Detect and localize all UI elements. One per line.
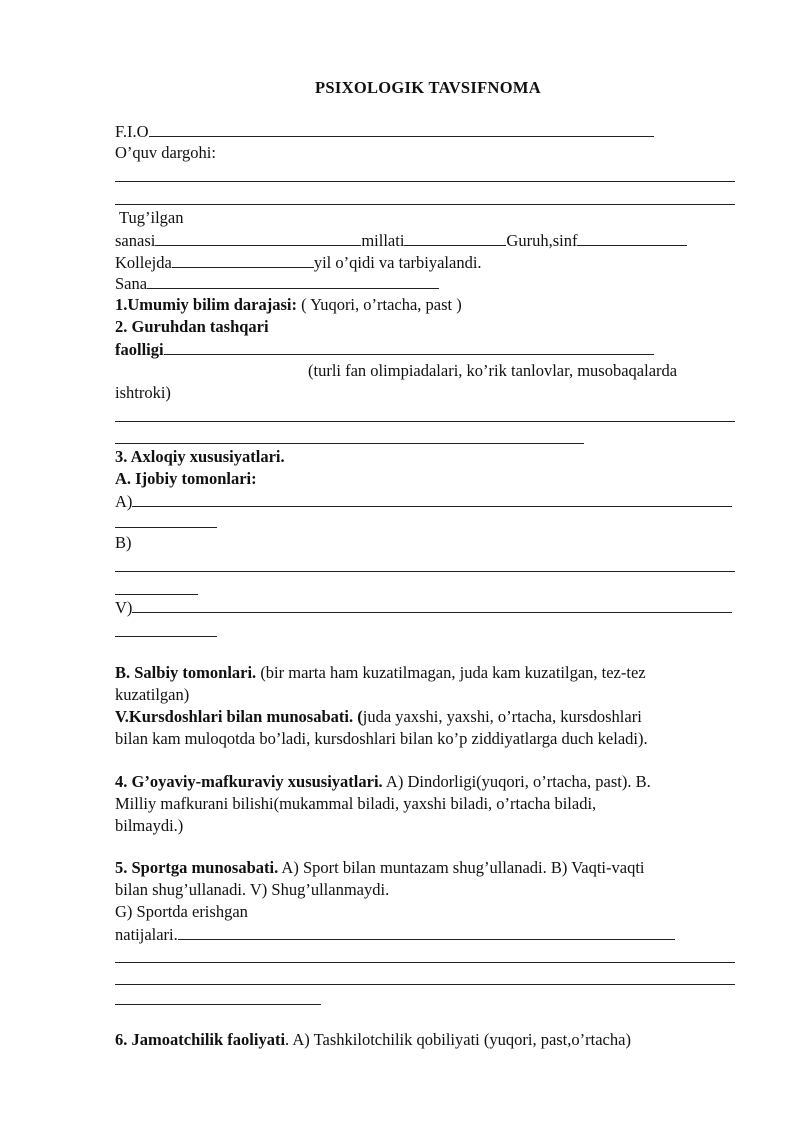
kollejda-label: Kollejda xyxy=(115,253,172,272)
section-4-line xyxy=(115,771,651,793)
salbiy-text: (bir marta ham kuzatilmagan, juda kam kuzatilgan, tez-tez xyxy=(256,663,646,682)
natijalari-label: natijalari. xyxy=(115,925,178,944)
item-a-line xyxy=(115,490,732,513)
section-1-label: 1.Umumiy bilim darajasi: xyxy=(115,295,297,314)
kursdoshlari-line xyxy=(115,706,642,728)
item-v-field[interactable] xyxy=(132,596,732,613)
section-5-g: G) Sportda erishgan xyxy=(115,902,248,921)
section-1-options: ( Yuqori, o’rtacha, past ) xyxy=(296,295,462,314)
salbiy-line xyxy=(115,662,646,684)
item-b-field[interactable] xyxy=(115,571,735,572)
section-6-line xyxy=(115,1029,631,1051)
item-b-label: B) xyxy=(115,533,132,552)
item-a-field[interactable] xyxy=(132,490,732,507)
item-v-field-cont[interactable] xyxy=(115,636,217,637)
section-5-line xyxy=(115,857,645,879)
fio-field[interactable] xyxy=(149,120,654,137)
item-v-label: V) xyxy=(115,598,133,617)
tugilgan-label: Tug’ilgan xyxy=(119,208,184,227)
birth-date-field[interactable] xyxy=(155,229,361,246)
natijalari-field-4[interactable] xyxy=(115,1004,321,1005)
natijalari-line xyxy=(115,923,675,946)
oquv-dargohi-label: O’quv dargohi: xyxy=(115,143,216,162)
millati-label: millati xyxy=(361,231,405,250)
oquv-dargohi-field-2[interactable] xyxy=(115,204,735,205)
sana-line xyxy=(115,272,439,295)
sana-label: Sana xyxy=(115,274,148,293)
section-4-label: 4. G’oyaviy-mafkuraviy xususiyatlari. xyxy=(115,772,383,791)
section-2-field-2[interactable] xyxy=(115,443,584,444)
salbiy-text-cont: kuzatilgan) xyxy=(115,685,190,704)
section-6-text: . A) Tashkilotchilik qobiliyati (yuqori, past,o’rtacha) xyxy=(285,1030,631,1049)
item-v-line xyxy=(115,596,732,619)
kursdoshlari-text-cont: bilan kam muloqotda bo’ladi, kursdoshlari bilan ko’p ziddiyatlarga duch keladi). xyxy=(115,729,648,748)
natijalari-field-2[interactable] xyxy=(115,962,735,963)
kursdoshlari-text: juda yaxshi, yaxshi, o’rtacha, kursdoshlari xyxy=(362,707,642,726)
section-2-line xyxy=(115,338,654,361)
section-4-text-2: Milliy mafkurani bilishi(mukammal biladi, yaxshi biladi, o’rtacha biladi, xyxy=(115,794,597,813)
faolligi-field[interactable] xyxy=(164,338,654,355)
item-b-field-cont[interactable] xyxy=(115,594,198,595)
section-4-text-3: bilmaydi.) xyxy=(115,816,184,835)
document-title: PSIXOLOGIK TAVSIFNOMA xyxy=(315,78,541,97)
section-5-text: A) Sport bilan muntazam shug’ullanadi. B) Vaqti-vaqti xyxy=(278,858,645,877)
section-2-note: (turli fan olimpiadalari, ko’rik tanlovlar, musobaqalarda xyxy=(308,361,678,380)
kursdoshlari-label: V.Kursdoshlari bilan munosabati. ( xyxy=(115,707,363,726)
item-a-label: A) xyxy=(115,492,133,511)
item-a-field-cont[interactable] xyxy=(115,527,217,528)
section-2-label-a: 2. Guruhdan tashqari xyxy=(115,317,269,336)
natijalari-field[interactable] xyxy=(178,923,675,940)
fio-label: F.I.O xyxy=(115,122,149,141)
guruh-label: Guruh,sinf xyxy=(506,231,578,250)
fio-line xyxy=(115,120,654,143)
section-3a-label: A. Ijobiy tomonlari: xyxy=(115,469,257,488)
salbiy-label: B. Salbiy tomonlari. xyxy=(115,663,257,682)
section-6-label: 6. Jamoatchilik faoliyati xyxy=(115,1030,286,1049)
sana-field[interactable] xyxy=(147,272,439,289)
section-4-text: A) Dindorligi(yuqori, o’rtacha, past). B. xyxy=(382,772,651,791)
oquv-dargohi-field-1[interactable] xyxy=(115,181,735,182)
sanasi-label: sanasi xyxy=(115,231,156,250)
group-field[interactable] xyxy=(577,229,687,246)
kollejda-field[interactable] xyxy=(172,251,314,268)
section-5-text-2: bilan shug’ullanadi. V) Shug’ullanmaydi. xyxy=(115,880,390,899)
section-1 xyxy=(115,294,462,316)
section-2-label-b: faolligi xyxy=(115,340,164,359)
birth-line xyxy=(115,229,687,252)
section-5-label: 5. Sportga munosabati. xyxy=(115,858,279,877)
natijalari-field-3[interactable] xyxy=(115,984,735,985)
yil-oqidi-text: yil o’qidi va tarbiyalandi. xyxy=(313,253,482,272)
nationality-field[interactable] xyxy=(404,229,506,246)
kollejda-line xyxy=(115,251,482,274)
section-2-field-1[interactable] xyxy=(115,421,735,422)
section-3-label: 3. Axloqiy xususiyatlari. xyxy=(115,447,285,466)
section-2-note-cont: ishtroki) xyxy=(115,383,171,402)
